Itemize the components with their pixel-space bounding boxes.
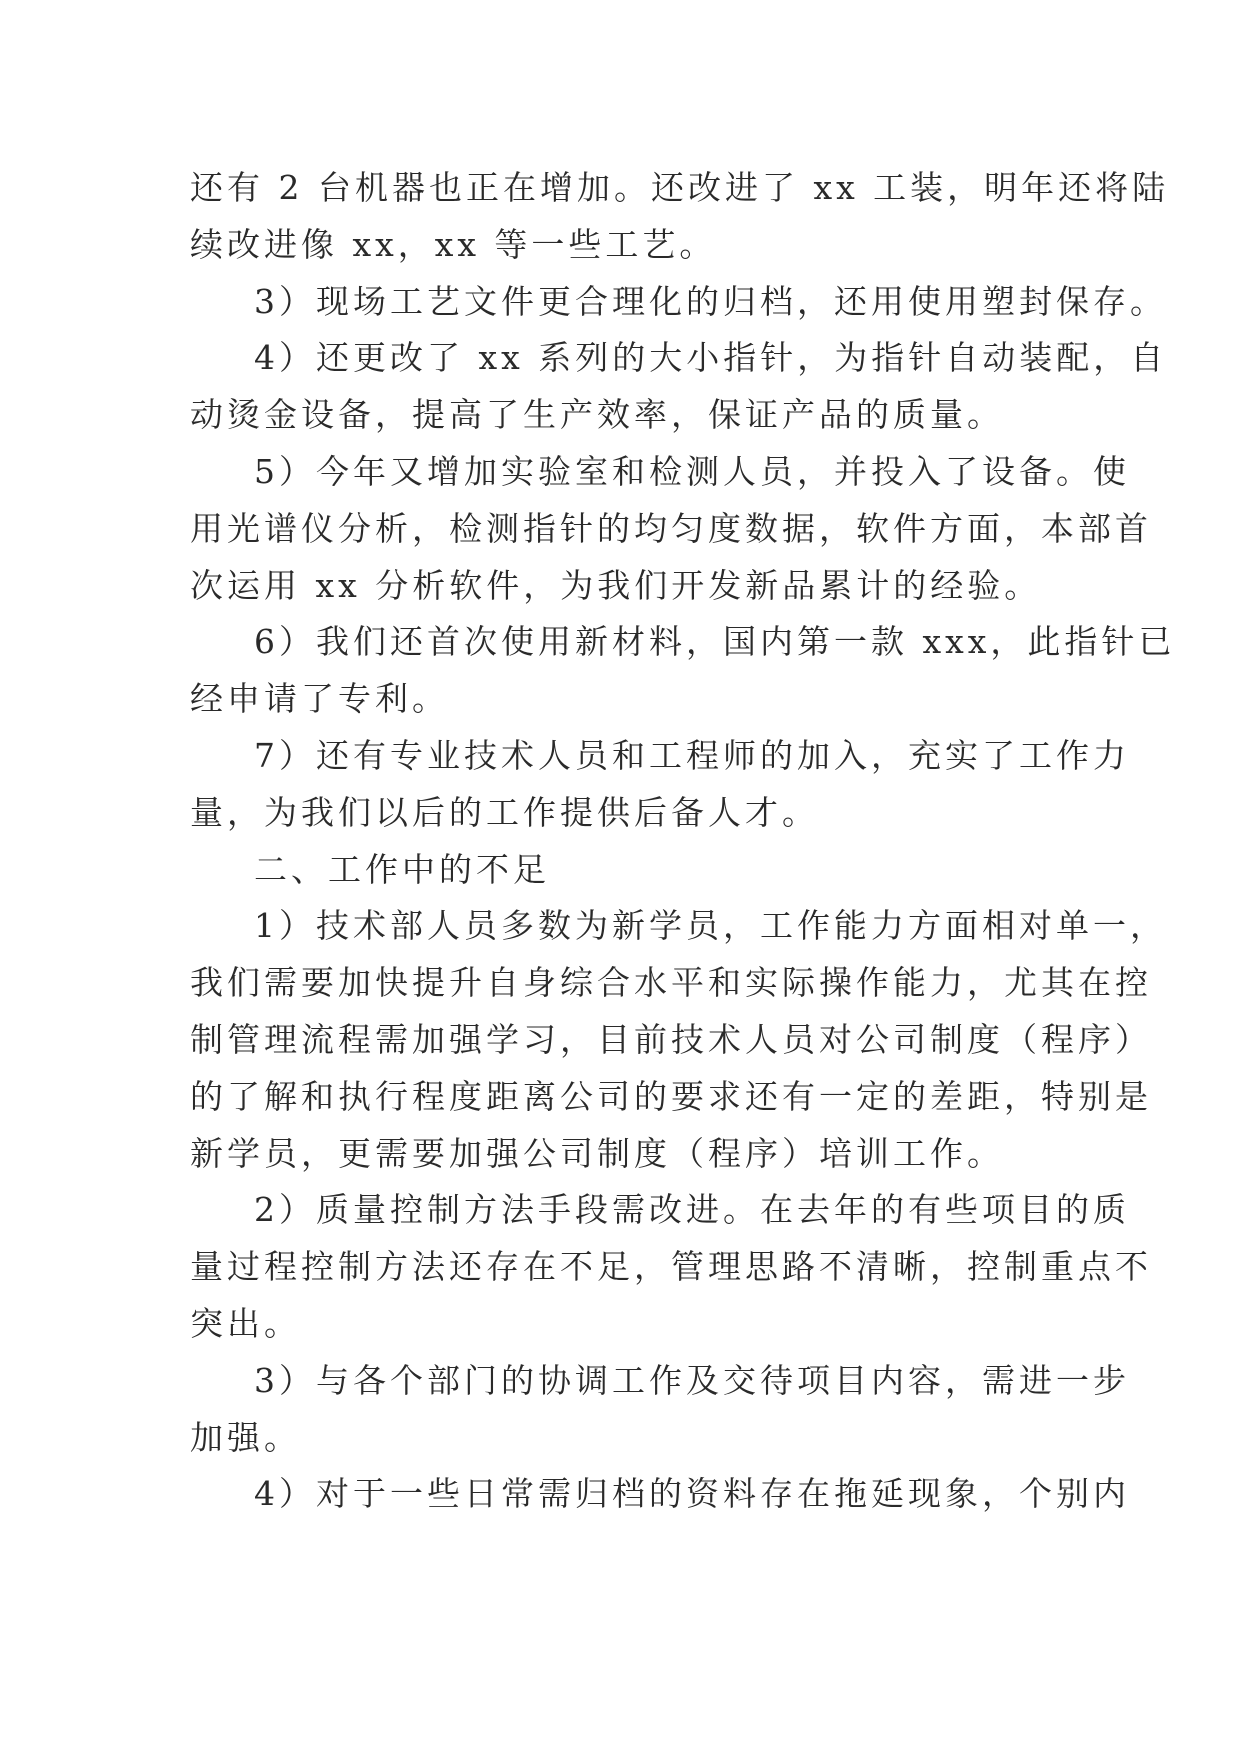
text-line: 新学员，更需要加强公司制度（程序）培训工作。	[190, 1133, 1004, 1173]
text-line: 动烫金设备，提高了生产效率，保证产品的质量。	[190, 395, 1004, 435]
text-line: 续改进像 xx，xx 等一些工艺。	[190, 224, 717, 264]
text-line: 3）现场工艺文件更合理化的归档，还用使用塑封保存。	[254, 281, 1167, 321]
text-line: 的了解和执行程度距离公司的要求还有一定的差距，特别是	[190, 1076, 1152, 1116]
text-line: 4）还更改了 xx 系列的大小指针，为指针自动装配，自	[254, 338, 1168, 378]
text-line: 量，为我们以后的工作提供后备人才。	[190, 792, 819, 832]
section-heading: 二、工作中的不足	[254, 849, 550, 889]
text-line: 7）还有专业技术人员和工程师的加入，充实了工作力	[254, 735, 1130, 775]
text-line: 还有 2 台机器也正在增加。还改进了 xx 工装，明年还将陆	[190, 168, 1170, 207]
text-line: 我们需要加快提升自身综合水平和实际操作能力，尤其在控	[190, 963, 1152, 1003]
text-line: 突出。	[190, 1303, 301, 1343]
text-line: 2）质量控制方法手段需改进。在去年的有些项目的质	[254, 1190, 1130, 1230]
text-line: 6）我们还首次使用新材料，国内第一款 xxx，此指针已	[254, 622, 1176, 662]
text-line: 用光谱仪分析，检测指针的均匀度数据，软件方面，本部首	[190, 508, 1152, 548]
text-line: 制管理流程需加强学习，目前技术人员对公司制度（程序）	[190, 1019, 1152, 1059]
text-line: 4）对于一些日常需归档的资料存在拖延现象，个别内	[254, 1474, 1130, 1514]
text-line: 5）今年又增加实验室和检测人员，并投入了设备。使	[254, 451, 1130, 491]
text-line: 1）技术部人员多数为新学员，工作能力方面相对单一，	[254, 906, 1167, 946]
text-line: 加强。	[190, 1417, 301, 1457]
text-line: 量过程控制方法还存在不足，管理思路不清晰，控制重点不	[190, 1247, 1152, 1287]
document-body	[190, 160, 1176, 1523]
text-line: 3）与各个部门的协调工作及交待项目内容，需进一步	[254, 1360, 1130, 1400]
text-line: 次运用 xx 分析软件，为我们开发新品累计的经验。	[190, 565, 1042, 605]
text-line: 经申请了专利。	[190, 679, 449, 719]
